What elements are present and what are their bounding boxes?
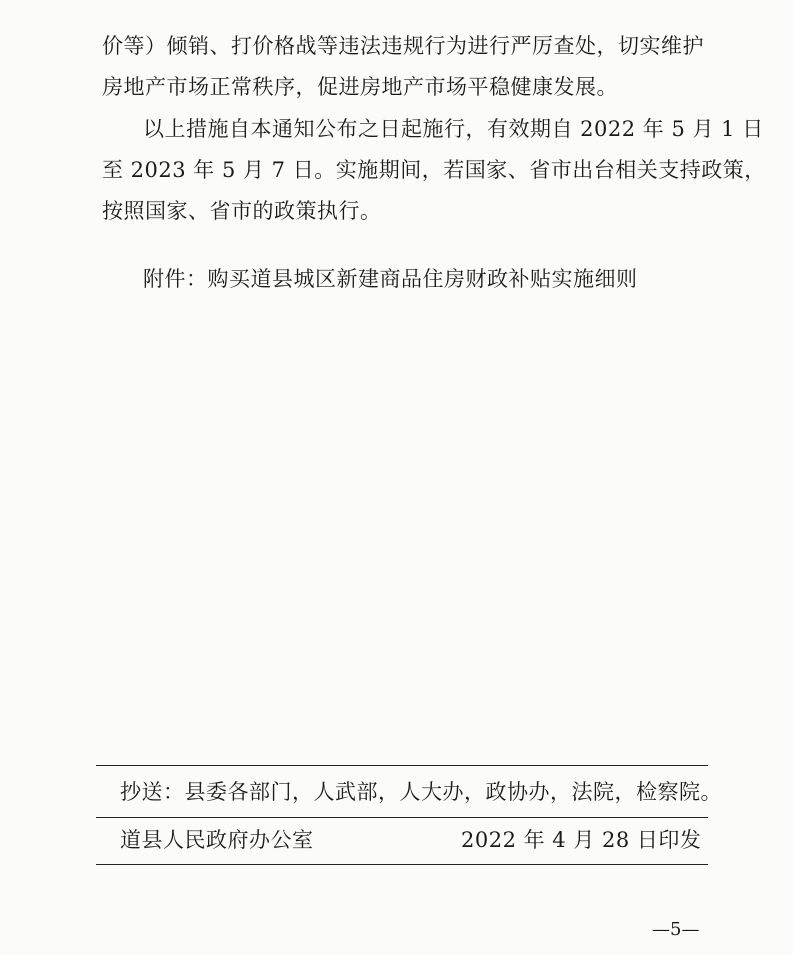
paragraph-1-line-1: 价等）倾销、打价格战等违法违规行为进行严厉查处，切实维护	[102, 34, 704, 58]
issue-date: 2022 年 4 月 28 日印发	[461, 828, 702, 852]
cc-line: 抄送：县委各部门，人武部，人大办，政协办，法院，检察院。	[120, 780, 722, 804]
issuer-name: 道县人民政府办公室	[120, 828, 314, 852]
attachment-line: 附件：购买道县城区新建商品住房财政补贴实施细则	[143, 267, 638, 291]
page-number: —5—	[652, 919, 700, 940]
paragraph-2-line-2: 至 2023 年 5 月 7 日。实施期间，若国家、省市出台相关支持政策，	[102, 158, 766, 182]
footer-bottom-rule	[96, 864, 708, 865]
paragraph-1-line-2: 房地产市场正常秩序，促进房地产市场平稳健康发展。	[102, 75, 618, 99]
paragraph-2-line-1: 以上措施自本通知公布之日起施行，有效期自 2022 年 5 月 1 日	[143, 117, 764, 141]
paragraph-2-line-3: 按照国家、省市的政策执行。	[102, 199, 382, 223]
footer-middle-rule	[96, 817, 708, 818]
footer-top-rule	[96, 765, 708, 766]
